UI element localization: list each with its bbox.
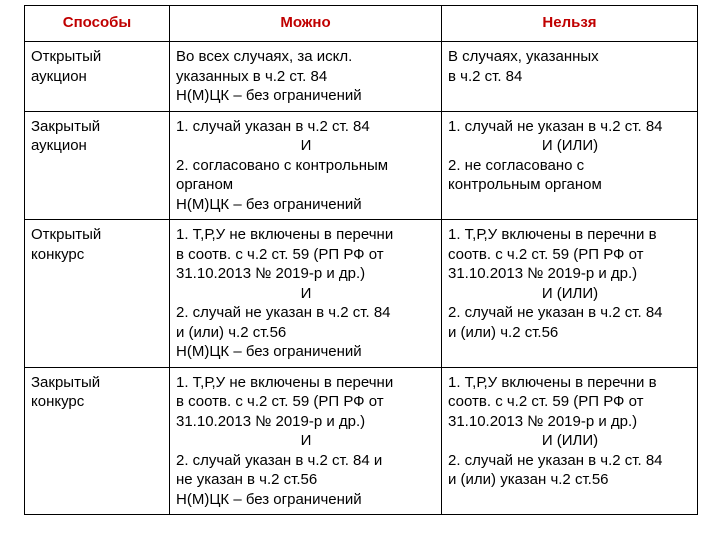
forbidden-cell-line: 1. случай не указан в ч.2 ст. 84: [448, 117, 663, 135]
allowed-cell-line: Н(М)ЦК – без ограничений: [176, 490, 362, 508]
method-cell-line: аукцион: [31, 137, 87, 154]
header-forbidden: Нельзя: [442, 6, 698, 42]
table-row: [25, 111, 698, 220]
method-cell-line: Открытый: [31, 48, 102, 65]
allowed-cell-line: Н(М)ЦК – без ограничений: [176, 343, 362, 360]
method-cell-line: конкурс: [31, 393, 85, 410]
forbidden-cell-line: 1. Т,Р,У включены в перечни в: [448, 373, 657, 391]
allowed-cell-line: 1. случай указан в ч.2 ст. 84: [176, 117, 370, 135]
allowed-cell-line: органом: [176, 176, 234, 193]
header-allowed: Можно: [170, 6, 442, 42]
procurement-methods-table: [24, 5, 698, 515]
allowed-cell-line: 2. случай не указан в ч.2 ст. 84: [176, 304, 391, 321]
table-header: [25, 6, 698, 42]
allowed-cell-line: в соотв. с ч.2 ст. 59 (РП РФ от: [176, 393, 384, 410]
method-cell: [25, 367, 170, 515]
allowed-cell-line: указанных в ч.2 ст. 84: [176, 67, 328, 85]
table-body: [25, 42, 698, 515]
allowed-cell-line: 1. Т,Р,У не включены в перечни: [176, 373, 394, 391]
forbidden-cell: [442, 220, 698, 368]
method-cell-line: Закрытый: [31, 373, 101, 391]
allowed-cell-line: Во всех случаях, за искл.: [176, 48, 353, 65]
method-cell-line: конкурс: [31, 245, 85, 263]
forbidden-cell: [442, 111, 698, 220]
method-cell-line: аукцион: [31, 67, 87, 85]
allowed-cell: [170, 42, 442, 112]
allowed-cell-line: 31.10.2013 № 2019-р и др.): [176, 265, 366, 282]
allowed-cell-line: Н(М)ЦК – без ограничений: [176, 195, 362, 213]
forbidden-cell-line: и (или) указан ч.2 ст.56: [448, 471, 609, 488]
allowed-cell: [170, 220, 442, 368]
method-cell-line: Открытый: [31, 226, 102, 243]
allowed-cell-line: 1. Т,Р,У не включены в перечни: [176, 226, 394, 243]
forbidden-cell-line: И (ИЛИ): [541, 432, 599, 449]
forbidden-cell-line: 2. случай не указан в ч.2 ст. 84: [448, 304, 663, 321]
forbidden-cell-line: И (ИЛИ): [541, 284, 599, 302]
allowed-cell-line: 2. случай указан в ч.2 ст. 84 и: [176, 451, 383, 469]
forbidden-cell-line: 31.10.2013 № 2019-р и др.): [448, 265, 638, 282]
table-row: [25, 367, 698, 515]
forbidden-cell-line: 2. не согласовано с: [448, 156, 585, 174]
table-row: [25, 220, 698, 368]
allowed-cell-line: и (или) ч.2 ст.56: [176, 323, 287, 341]
allowed-cell-line: в соотв. с ч.2 ст. 59 (РП РФ от: [176, 245, 384, 263]
header-methods: Способы: [25, 6, 170, 42]
allowed-cell-line: И: [300, 284, 312, 302]
method-cell: [25, 220, 170, 368]
allowed-cell: [170, 367, 442, 515]
allowed-cell-line: 2. согласовано с контрольным: [176, 156, 389, 174]
forbidden-cell-line: 1. Т,Р,У включены в перечни в: [448, 226, 657, 243]
forbidden-cell-line: И (ИЛИ): [541, 137, 599, 154]
forbidden-cell: [442, 367, 698, 515]
allowed-cell-line: И: [300, 432, 312, 449]
forbidden-cell-line: соотв. с ч.2 ст. 59 (РП РФ от: [448, 393, 644, 410]
forbidden-cell-line: соотв. с ч.2 ст. 59 (РП РФ от: [448, 245, 644, 263]
forbidden-cell-line: в ч.2 ст. 84: [448, 67, 523, 85]
forbidden-cell-line: 31.10.2013 № 2019-р и др.): [448, 412, 638, 430]
allowed-cell-line: Н(М)ЦК – без ограничений: [176, 87, 362, 104]
forbidden-cell-line: и (или) ч.2 ст.56: [448, 323, 559, 341]
forbidden-cell-line: 2. случай не указан в ч.2 ст. 84: [448, 451, 663, 469]
allowed-cell-line: не указан в ч.2 ст.56: [176, 471, 318, 488]
allowed-cell: [170, 111, 442, 220]
allowed-cell-line: И: [300, 137, 312, 154]
allowed-cell-line: 31.10.2013 № 2019-р и др.): [176, 412, 366, 430]
method-cell-line: Закрытый: [31, 117, 101, 135]
method-cell: [25, 111, 170, 220]
method-cell: [25, 42, 170, 112]
forbidden-cell-line: контрольным органом: [448, 176, 602, 193]
table-row: [25, 42, 698, 112]
forbidden-cell-line: В случаях, указанных: [448, 48, 599, 65]
header-row: [25, 6, 698, 42]
procurement-methods-table-container: [24, 5, 697, 515]
forbidden-cell: [442, 42, 698, 112]
